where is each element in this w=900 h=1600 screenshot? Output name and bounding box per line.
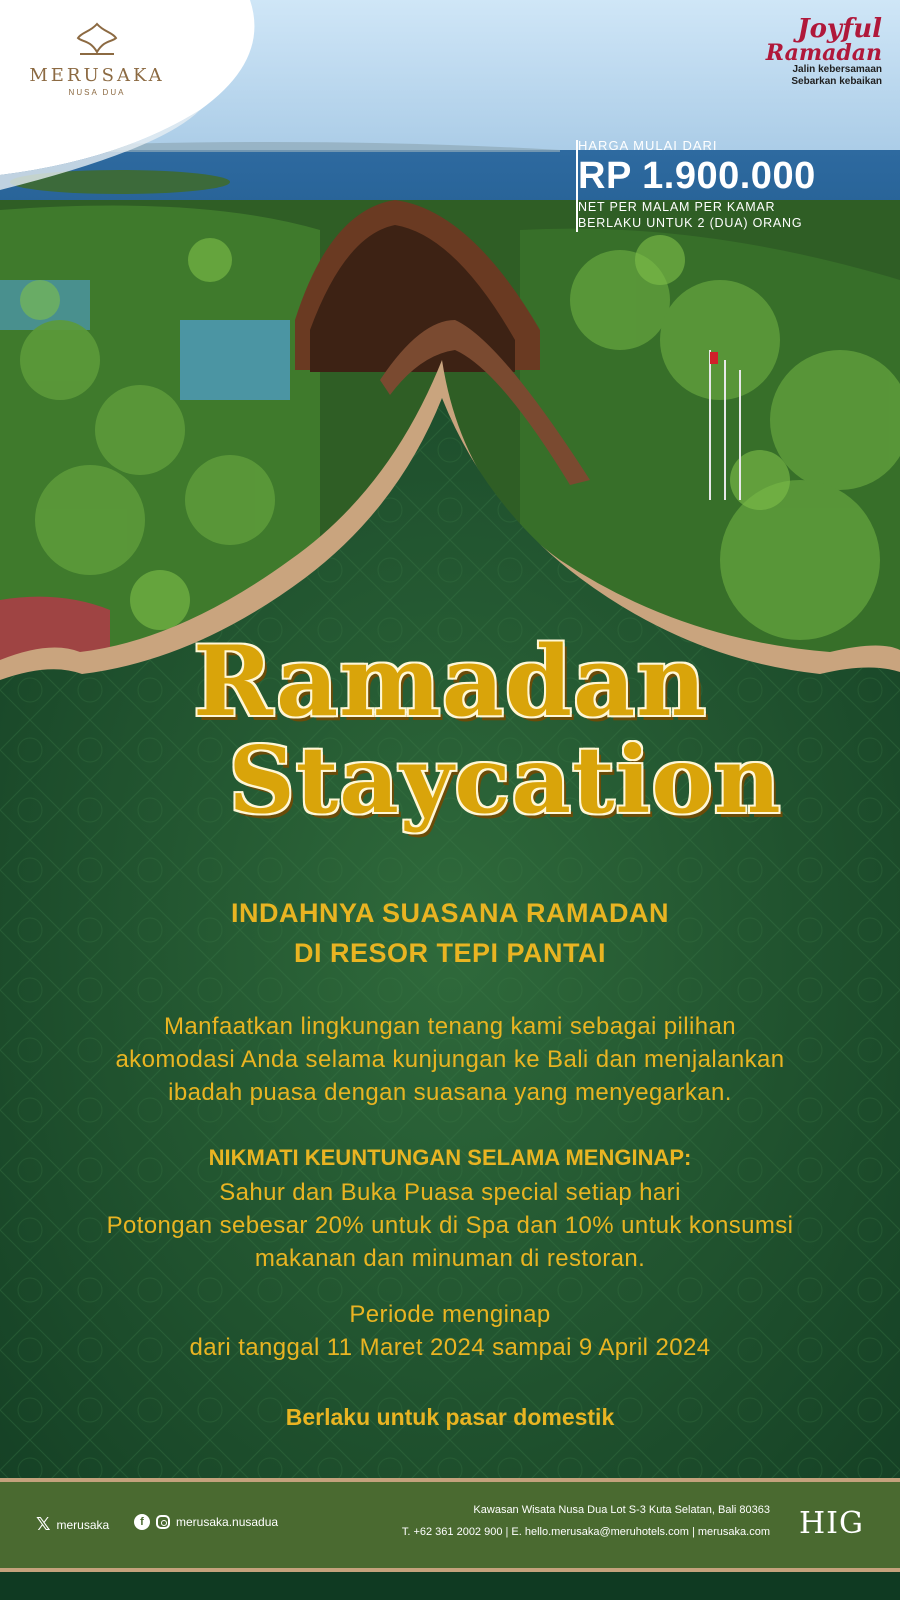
intro-line: ibadah puasa dengan suasana yang menyegarkan. <box>168 1079 732 1106</box>
stay-period <box>0 1298 900 1364</box>
footer <box>0 1478 900 1572</box>
merusaka-logo <box>22 22 172 97</box>
intro-line: Manfaatkan lingkungan tenang kami sebagai pilihan <box>164 1013 736 1040</box>
headline-line1: Ramadan <box>192 625 708 738</box>
benefit-line: Potongan sebesar 20% untuk di Spa dan 10% untuk konsumsi <box>106 1212 794 1239</box>
campaign-tagline2: Sebarkan kebaikan <box>791 76 882 87</box>
intro-line: akomodasi Anda selama kunjungan ke Bali dan menjalankan <box>115 1046 785 1073</box>
pool <box>180 320 290 400</box>
period-dates: dari tanggal 11 Maret 2024 sampai 9 April 2024 <box>189 1334 711 1361</box>
x-icon: 𝕏 <box>36 1514 51 1535</box>
footer-address: Kawasan Wisata Nusa Dua Lot S-3 Kuta Selatan, Bali 80363 <box>473 1504 770 1516</box>
joyful-ramadan-logo <box>732 16 882 88</box>
benefit-line: makanan dan minuman di restoran. <box>254 1245 646 1272</box>
campaign-line1: Joyful <box>797 14 882 44</box>
campaign-tagline1: Jalin kebersamaan <box>792 64 882 75</box>
price-block <box>578 138 878 231</box>
price-from-label: HARGA MULAI DARI <box>578 138 718 153</box>
ornament-icon <box>72 22 122 58</box>
benefit-line: Sahur dan Buka Puasa special setiap hari <box>219 1179 681 1206</box>
brand-name: MERUSAKA <box>29 65 165 86</box>
x-social[interactable] <box>36 1514 109 1535</box>
market-note: Berlaku untuk pasar domestik <box>285 1404 615 1430</box>
instagram-icon <box>156 1515 170 1529</box>
facebook-icon: f <box>134 1514 150 1530</box>
brand-location: NUSA DUA <box>68 88 126 97</box>
benefits-list <box>0 1176 900 1275</box>
fb-ig-social[interactable] <box>134 1514 278 1530</box>
intro-text <box>0 1010 900 1109</box>
hig-logo: HIG <box>799 1506 864 1541</box>
headline <box>0 625 900 834</box>
price-persons: BERLAKU UNTUK 2 (DUA) ORANG <box>578 216 803 230</box>
benefits-title: NIKMATI KEUNTUNGAN SELAMA MENGINAP: <box>208 1145 692 1170</box>
headline-line2: Staycation <box>228 726 782 834</box>
footer-contact[interactable]: T. +62 361 2002 900 | E. hello.merusaka@meruhotels.com | merusaka.com <box>401 1526 770 1538</box>
period-label: Periode menginap <box>349 1301 551 1328</box>
subheading-line1: INDAHNYA SUASANA RAMADAN <box>230 898 669 928</box>
x-handle: merusaka <box>56 1517 110 1532</box>
price-per-night: NET PER MALAM PER KAMAR <box>578 200 776 214</box>
subheading-line2: DI RESOR TEPI PANTAI <box>293 938 607 968</box>
campaign-line2: Ramadan <box>765 40 882 66</box>
fb-ig-handle: merusaka.nusadua <box>176 1515 279 1529</box>
price-amount: RP 1.900.000 <box>578 155 816 197</box>
